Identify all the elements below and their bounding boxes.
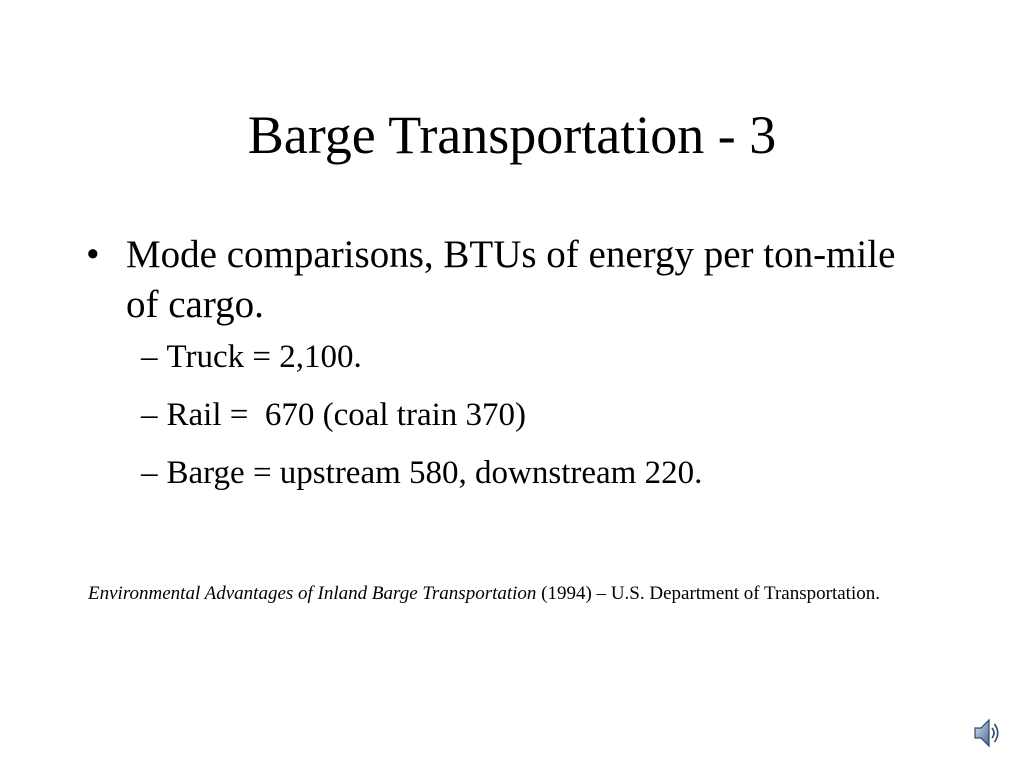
sub-item-truck (141, 337, 906, 377)
sub-item-text: Truck = 2,100. (166, 339, 362, 375)
speaker-icon-graphic (972, 716, 1002, 750)
bullet-item-mode-comparisons (86, 230, 906, 330)
sub-bullet-list (86, 337, 906, 493)
citation-title: Environmental Advantages of Inland Barge Transportation (88, 583, 537, 604)
bullet-list (86, 230, 906, 511)
dash-glyph: – (141, 339, 158, 375)
sub-item-barge (141, 453, 906, 493)
dash-glyph: – (141, 397, 158, 433)
slide-title: Barge Transportation - 3 (247, 105, 777, 165)
bullet-glyph: • (86, 233, 100, 276)
citation-rest: (1994) – U.S. Department of Transportation. (536, 583, 880, 604)
dash-glyph: – (141, 455, 158, 491)
speaker-icon[interactable] (972, 716, 1002, 750)
sub-item-rail (141, 395, 906, 435)
sub-item-text: Barge = upstream 580, downstream 220. (166, 455, 703, 491)
bullet-text: Mode comparisons, BTUs of energy per ton-mile of cargo. (126, 233, 896, 326)
sub-item-text: Rail = 670 (coal train 370) (166, 397, 527, 433)
citation (88, 580, 955, 608)
